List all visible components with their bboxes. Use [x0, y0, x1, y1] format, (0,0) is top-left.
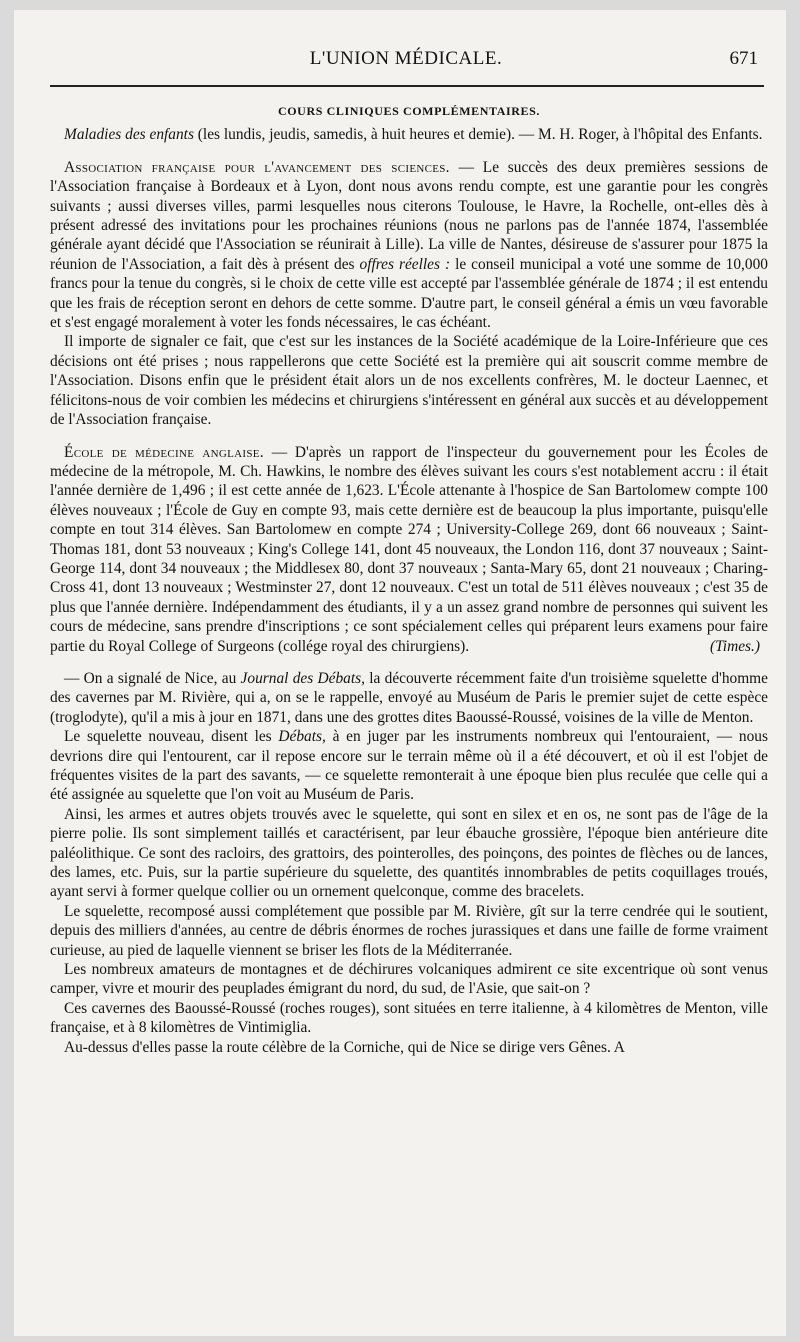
section-lead-association: Association française pour l'avancement des sciences. — [64, 158, 450, 176]
section-lead-ecole: École de médecine anglaise. — [64, 443, 264, 461]
page-number: 671 — [729, 48, 758, 69]
page-header — [50, 46, 762, 82]
running-title: L'UNION MÉDICALE. — [309, 48, 503, 69]
paragraph-nice-1: — On a signalé de Nice, au Journal des Débats, la découverte récemment faite d'un troisième squelette d'homme des cavernes par M. Rivière, qui a, on se le rappelle, envoyé au Muséum de Paris le premier sujet de cette espèce (troglodyte), qu'il a mis à jour en 1871, dans une des grottes dites Baoussé-Roussé, voisines de la ville de Menton. — [50, 669, 768, 726]
paragraph-nice-2: Le squelette nouveau, disent les Débats, à en juger par les instruments nombreux qui l'entouraient, — nous devrions dire qui l'entourent, car il repose encore sur le terrain même où il a été découvert, et où il est l'objet de fréquentes visites de la part des savants, — ce squelette remonterait à une époque bien plus reculée que celle qui a été assignée au squelette que l'on voit au Muséum de Paris. — [50, 728, 768, 804]
paragraph-nice-4: Le squelette, recomposé aussi complétement que possible par M. Rivière, gît sur la terre cendrée qui le soutient, depuis des milliers d'années, au centre de débris énormes de roches jurassiques et dans une faille de forme vraiment curieuse, au pied de laquelle viennent se briser les flots de la Méditerranée. — [50, 902, 768, 959]
paragraph-ecole: École de médecine anglaise. — D'après un rapport de l'inspecteur du gouvernement pour les Écoles de médecine de la métropole, M. Ch. Hawkins, le nombre des élèves suivant les cours s'est notablement accru : il était l'année dernière de 1,496 ; il est cette année de 1,623. L'École attenante à l'hospice de San Bartolomew compte 100 élèves nouveaux ; l'École de Guy en compte 93, mais cette dernière est de beaucoup la plus importante, puisqu'elle compte en tout 314 élèves. San Bartolomew en compte 274 ; University-College 269, dont 66 nouveaux ; Saint-Thomas 181, dont 53 nouveaux ; King's College 141, dont 45 nouveaux, the London 116, dont 37 nouveaux ; Saint-George 114, dont 34 nouveaux ; the Middlesex 80, dont 37 nouveaux ; Santa-Mary 65, dont 21 nouveaux ; Charing-Cross 41, dont 13 nouveaux ; Westminster 27, dont 12 nouveaux. C'est un total de 511 élèves nouveaux ; c'est 35 de plus que l'année dernière. Indépendamment des étudiants, il y a un assez grand nombre de personnes qui suivent les cours de médecine, sans prendre d'inscriptions ; ce sont spécialement celles qui préparent leurs examens pour faire partie du Royal College of Surgeons (collége royal des chirurgiens). (Times.) — [50, 443, 768, 655]
paragraph-association: Association française pour l'avancement des sciences. — Le succès des deux premières sessions de l'Association française à Bordeaux et à Lyon, dont nous avons rendu compte, est une garantie pour les congrès suivants ; aussi diverses villes, parmi lesquelles nous citerons Toulouse, le Havre, la Rochelle, ont-elles dès à présent adressé des invitations pour les prochaines réunions (nous ne parlons pas de l'année 1874, l'assemblée générale ayant décidé que l'Association se réunirait à Lille). La ville de Nantes, désireuse de s'assurer pour 1875 la réunion de l'Association, a fait dès à présent des offres réelles : le conseil municipal a voté une somme de 10,000 francs pour la tenue du congrès, si le choix de cette ville est accepté par l'assemblée générale de 1874 ; il est entendu que les frais de réception seront en dehors de cette somme. D'autre part, le conseil général a émis un vœu favorable et s'est engagé moralement à voter les fonds nécessaires, le cas échéant. — [50, 158, 768, 332]
header-rule — [50, 85, 764, 87]
paragraph-nice-5: Les nombreux amateurs de montagnes et de déchirures volcaniques admirent ce site excentrique où sont venus camper, vivre et mourir des peuplades émigrant du nord, du sud, de l'Asie, que sait-on ? — [50, 961, 768, 998]
section-title-cours: COURS CLINIQUES COMPLÉMENTAIRES. — [277, 104, 540, 118]
page-body — [50, 102, 768, 1057]
paragraph-nice-7: Au-dessus d'elles passe la route célèbre de la Corniche, qui de Nice se dirige vers Gênes. A — [64, 1038, 625, 1056]
paragraph-association-2: Il importe de signaler ce fait, que c'est sur les instances de la Société académique de la Loire-Inférieure que ces décisions ont été prises ; nous rappellerons que cette Société est la première qui ait souscrit comme membre de l'Association. Disons enfin que le président était alors un de nos excellents confrères, M. le docteur Laennec, et félicitons-nous de voir combien les médecins et chirurgiens s'intéressent en général aux succès et au développement de l'Association française. — [50, 333, 768, 429]
paragraph-cours: Maladies des enfants (les lundis, jeudis, samedis, à huit heures et demie). — M. H. Roger, à l'hôpital des Enfants. — [64, 126, 763, 144]
paragraph-nice-3: Ainsi, les armes et autres objets trouvés avec le squelette, qui sont en silex et en os, ne sont pas de l'âge de la pierre polie. Ils sont simplement taillés et caractérisent, par leur ébauche grossière, l'époque bien antérieure dite paléolithique. Ce sont des racloirs, des grattoirs, des pointerolles, des poinçons, des pointes de flèches ou de lances, des lames, etc. Puis, sur la partie supérieure du squelette, des quantités innombrables de petits coquillages troués, ayant servi à former quelque collier ou un ornement quelconque, comme des bracelets. — [50, 805, 768, 901]
italic-term: Maladies des enfants — [64, 126, 194, 144]
journal-page — [14, 10, 786, 1336]
source-times: (Times.) — [709, 637, 760, 655]
paragraph-nice-6: Ces cavernes des Baoussé-Roussé (roches rouges), sont situées en terre italienne, à 4 kilomètres de Menton, ville française, et à 8 kilomètres de Vintimiglia. — [50, 999, 768, 1037]
